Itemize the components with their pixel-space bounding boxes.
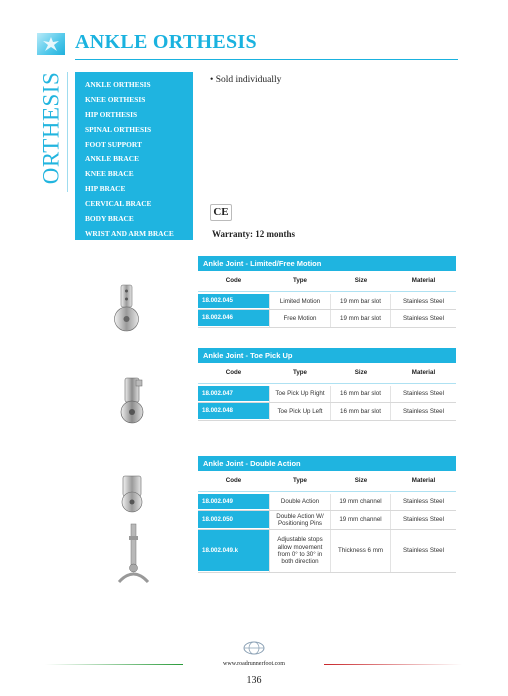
cell-type: Double Action W/ Positioning Pins xyxy=(269,511,331,529)
cell-type: Toe Pick Up Left xyxy=(269,403,331,420)
menu-item-knee-orthesis[interactable]: KNEE ORTHESIS xyxy=(85,94,146,104)
table-header xyxy=(198,471,456,492)
side-category-title xyxy=(36,71,66,185)
cell-code: 18.002.048 xyxy=(198,403,269,420)
section-limited-free-motion xyxy=(198,256,456,328)
cell-code: 18.002.045 xyxy=(198,294,269,309)
cell-code: 18.002.047 xyxy=(198,386,269,402)
cell-size: 19 mm bar slot xyxy=(331,294,391,309)
menu-item-ankle-orthesis[interactable]: ANKLE ORTHESIS xyxy=(85,80,151,89)
cell-code: 18.002.046 xyxy=(198,310,269,327)
cell-size: 16 mm bar slot xyxy=(331,403,391,420)
col-material: Material xyxy=(411,369,436,377)
cell-size: 19 mm bar slot xyxy=(331,310,391,327)
footer-website-link[interactable]: www.roadrunnerfoot.com xyxy=(223,661,285,667)
star-figure-icon xyxy=(37,33,65,55)
cell-type: Toe Pick Up Right xyxy=(269,386,331,402)
cell-type: Double Action xyxy=(269,494,331,510)
table-header xyxy=(198,363,456,384)
col-size: Size xyxy=(354,369,368,377)
product-note: • Sold individually xyxy=(210,75,282,85)
cell-material: Stainless Steel xyxy=(403,297,444,305)
ankle-joint-limited-motion-image xyxy=(112,283,142,335)
side-divider xyxy=(67,72,68,192)
cell-code: 18.002.050 xyxy=(198,511,269,529)
table-header xyxy=(198,271,456,292)
header-divider xyxy=(75,59,458,60)
section-double-action xyxy=(198,456,456,573)
section-toe-pick-up xyxy=(198,348,456,421)
table-row xyxy=(198,294,456,310)
table-row xyxy=(198,530,456,573)
table-row xyxy=(198,511,456,530)
page-number: 136 xyxy=(246,675,262,686)
col-material: Material xyxy=(411,277,436,285)
menu-item-hip-brace[interactable]: HIP BRACE xyxy=(85,184,126,194)
cell-material: Stainless Steel xyxy=(403,390,444,398)
cell-material: Stainless Steel xyxy=(403,314,444,322)
page-title: ANKLE ORTHESIS xyxy=(75,31,257,53)
section-title: Ankle Joint - Limited/Free Motion xyxy=(198,256,456,271)
table-row xyxy=(198,386,456,403)
cell-size: Thickness 6 mm xyxy=(331,530,391,572)
cell-material: Stainless Steel xyxy=(403,516,444,524)
cell-code: 18.002.049.k xyxy=(198,530,269,572)
cell-type: Adjustable stops allow movement from 0° to 30° in both direction xyxy=(269,530,331,572)
col-type: Type xyxy=(293,369,307,377)
cell-type: Limited Motion xyxy=(269,294,331,309)
ankle-joint-double-action-image xyxy=(117,474,147,516)
col-size: Size xyxy=(354,477,368,485)
cell-material: Stainless Steel xyxy=(403,407,444,415)
ankle-joint-kit-image xyxy=(116,522,152,586)
menu-item-hip-orthesis[interactable]: HIP ORTHESIS xyxy=(85,109,138,119)
col-type: Type xyxy=(293,277,307,285)
company-globe-logo-icon xyxy=(239,639,269,657)
warranty-text: Warranty: 12 months xyxy=(212,229,295,239)
menu-item-spinal-orthesis[interactable]: SPINAL ORTHESIS xyxy=(85,124,152,134)
menu-item-foot-support[interactable]: FOOT SUPPORT xyxy=(85,139,142,149)
menu-item-ankle-brace[interactable]: ANKLE BRACE xyxy=(85,154,140,164)
col-code: Code xyxy=(225,369,242,377)
col-code: Code xyxy=(225,477,242,485)
brand-logo-icon xyxy=(37,33,65,55)
side-category-label: ORTHESIS xyxy=(38,71,63,185)
ce-mark-icon: CE xyxy=(210,204,232,221)
table-row xyxy=(198,403,456,421)
cell-type: Free Motion xyxy=(269,310,331,327)
table-row xyxy=(198,494,456,511)
cell-size: 16 mm bar slot xyxy=(331,386,391,402)
cell-code: 18.002.049 xyxy=(198,494,269,510)
section-title: Ankle Joint - Double Action xyxy=(198,456,456,471)
cell-material: Stainless Steel xyxy=(403,498,444,506)
menu-item-cervical-brace[interactable]: CERVICAL BRACE xyxy=(85,199,152,209)
menu-item-body-brace[interactable]: BODY BRACE xyxy=(85,214,134,224)
col-type: Type xyxy=(293,477,307,485)
section-title: Ankle Joint - Toe Pick Up xyxy=(198,348,456,363)
category-menu xyxy=(75,72,193,240)
col-code: Code xyxy=(225,277,242,285)
col-size: Size xyxy=(354,277,368,285)
menu-item-knee-brace[interactable]: KNEE BRACE xyxy=(85,169,134,179)
table-row xyxy=(198,310,456,328)
cell-size: 19 mm channel xyxy=(331,494,391,510)
ankle-joint-toe-pick-up-image xyxy=(119,374,149,426)
cell-material: Stainless Steel xyxy=(403,547,444,555)
menu-item-wrist-and-arm-brace[interactable]: WRIST AND ARM BRACE xyxy=(85,228,174,238)
col-material: Material xyxy=(411,477,436,485)
cell-size: 19 mm channel xyxy=(331,511,391,529)
